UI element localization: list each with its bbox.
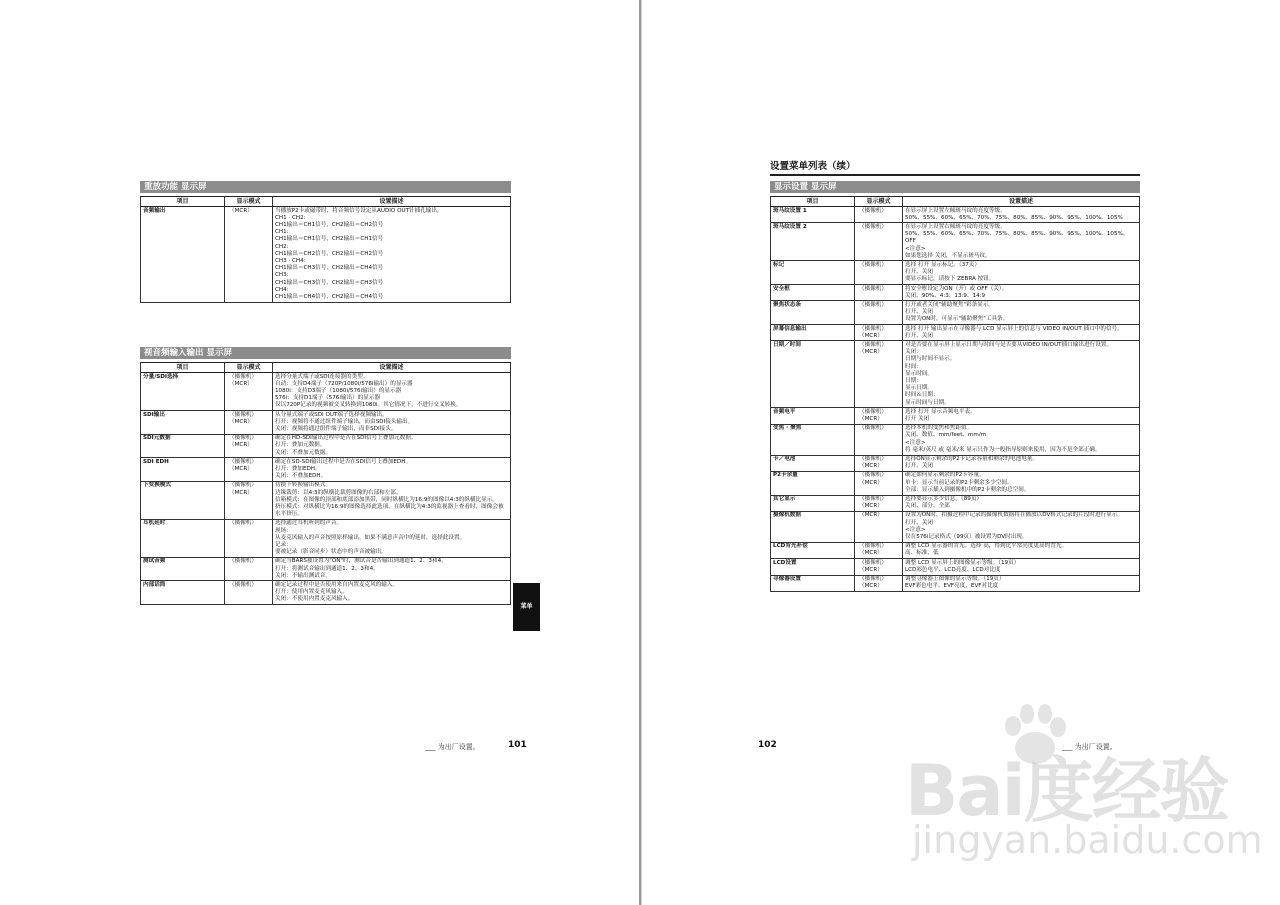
table-row [771,511,1140,542]
table-row [141,458,511,482]
menu-side-tab: 菜单 [513,583,540,631]
setting-description: 选择本机的变焦和焦距值。 关闭、数值、mm/feet、mm/m <注意> 将 毫米/英尺 或 毫米/米 显示只作为一般指导原则来使用，因为不是全部正确。 [903,424,1140,455]
setting-name: 斑马纹设置 2 [771,223,855,261]
setting-description: 选择通过耳机听到的声音。 现场： 从麦克风输入的声音按照原样输出。如果不满意声音中的延时，选择此设置。 记录： 要被记录（影音同步）状态中的声音被输出。 [273,519,511,557]
table-row [771,495,1140,511]
setting-name: SDI EDH [141,458,225,482]
table-row [141,373,511,411]
setting-name: 音频输出 [141,207,225,303]
setting-description: 调整 LCD 显示器的背光。选择 高，得到比平常亮度更高的背光。 高、标准、低 [903,542,1140,558]
setting-name: 测试音频 [141,557,225,581]
col-header-item: 项目 [141,197,225,207]
display-mode: （摄像机） （MCR） [225,481,273,519]
settings-table [140,196,511,303]
watermark-brand: Bai度经验 [905,750,1228,832]
display-mode: （摄像机） [855,301,903,325]
col-header-mode: 显示模式 [225,363,273,373]
col-header-item: 项目 [141,363,225,373]
table-row [771,223,1140,261]
setting-name: 耳机延时 [141,519,225,557]
setting-description: 选择分量式端子或SDI连接器的类型。 自动：支持D4端子（720P/1080i/576i输出）的显示器 1080i：支持D3端子（1080i/576i输出）的显示器 576i：支持D1端子（576i输出）的显示器 仅以720P记录的视频被交叉转换到1080i。其它情况下，不进行交叉转换。 [273,373,511,411]
setting-name: 斑马纹设置 1 [771,207,855,223]
display-mode: （摄像机） （MCR） [855,471,903,495]
setting-description: 选择 打开 输出显示在寻像器与 LCD 显示屏上的信息与 VIDEO IN/OUT 插口中的信号。 打开、关闭 [903,325,1140,341]
table-row [771,559,1140,575]
display-mode: （MCR） [855,511,903,542]
col-header-desc: 设置描述 [903,197,1140,207]
table-row [771,207,1140,223]
setting-name: SDI输出 [141,411,225,435]
setting-description: 确定当BARS被设置为"ON"时，测试音是否输出到通道1、2、3和4。 打开：将测试音输出到通道1、2、3和4。 关闭：不输出测试音。 [273,557,511,581]
setting-description: 在显示屏上设置左倾斑马纹的亮度等级。 50%、55%、60%、65%、70%、75%、80%、85%、90%、95%、100%、105% [903,207,1140,223]
setting-description: 确定记录过程中是否使用来自内置麦克风的输入。 打开：使用内置麦克风输入。 关闭：不使用内置麦克风输入。 [273,581,511,605]
setting-description: 当播放P2卡或磁带时，将音频信号设定从AUDIO OUT针插孔输出。 CH1 · CH2: CH1输出＝CH1信号，CH2输出＝CH2信号 CH1: CH1输出＝CH1信号，CH2输出＝CH1信号 CH2: CH1输出＝CH2信号，CH2输出＝CH2信号 CH3 · CH4: CH1输出＝CH3信号，CH2输出＝CH4信号 CH3: CH1输出＝CH3信号，CH2输出＝CH3信号 CH4: CH1输出＝CH4信号，CH2输出＝CH4信号 [273,207,511,303]
setting-description: 设置为ON时，拍摄过程中记录的摄像机数据将在播放以DV格式记录的片段时进行显示。 打开、关闭 <注意> 仅在576i记录格式（99页）被设置为DV时出现。 [903,511,1140,542]
setting-name: 聚焦状态条 [771,301,855,325]
playback-section [140,181,511,303]
setting-name: 下变换模式 [141,481,225,519]
table-row [771,575,1140,591]
watermark-url: jingyan.baidu.com [912,818,1263,862]
settings-table [770,196,1140,592]
setting-name: LCD背光补偿 [771,542,855,558]
table-row [141,207,511,303]
display-mode: （摄像机） （MCR） [855,542,903,558]
table-row [771,301,1140,325]
table-row [771,325,1140,341]
factory-setting-note: ___ 为出厂设置。 [1062,743,1117,751]
setting-name: P2卡余量 [771,471,855,495]
book-spine-shadow [641,0,642,905]
setting-description: 调整寻像器上图像的显示等级。（19页） EVF彩色电平、EVF亮度、EVF对比度 [903,575,1140,591]
setting-description: 选择要显示多少信息。（89页） 关闭、部分、全部 [903,495,1140,511]
display-mode: （摄像机） （MCR） [855,408,903,424]
setting-name: 卡／电池 [771,455,855,471]
setting-name: 屏幕信息输出 [771,325,855,341]
settings-table [140,362,511,605]
col-header-mode: 显示模式 [225,197,273,207]
factory-setting-note: ___ 为出厂设置。 [425,743,480,751]
col-header-desc: 设置描述 [273,197,511,207]
display-mode: （摄像机） （MCR） [225,458,273,482]
display-mode: （MCR） [225,207,273,303]
display-mode: （摄像机） （MCR） [855,455,903,471]
display-mode: （摄像机） （MCR） [225,411,273,435]
display-mode: （摄像机） （MCR） [855,325,903,341]
page-heading: 设置菜单列表（续） [770,161,856,172]
setting-name: LCD设置 [771,559,855,575]
display-mode: （摄像机） （MCR） [855,575,903,591]
display-mode: （摄像机） [225,519,273,557]
setting-name: 日期／时间 [771,341,855,408]
setting-name: SDI元数据 [141,434,225,458]
setting-name: 内部话筒 [141,581,225,605]
section-title: 视音频输入输出 显示屏 [140,347,511,359]
setting-name: 其它显示 [771,495,855,511]
page-number: 101 [508,740,527,750]
table-row [141,581,511,605]
table-row [141,557,511,581]
display-mode: （摄像机） [855,223,903,261]
setting-description: 确定如何显示剩余的P2卡容量。 单卡：显示当前记录的P2卡剩余多少空间。 全部：显示插入到摄像机中的P2卡剩余的总空间。 [903,471,1140,495]
setting-name: 标记 [771,261,855,285]
setting-description: 在显示屏上设置右倾斑马纹的亮度等级。 50%、55%、60%、65%、70%、75%、80%、85%、90%、95%、100%、105%、OFF <注意> 如果您选择 关闭，不显示斑马纹。 [903,223,1140,261]
display-mode: （摄像机） （MCR） [225,373,273,411]
display-mode: （摄像机） [855,207,903,223]
page-number: 102 [758,740,777,750]
table-row [771,471,1140,495]
col-header-desc: 设置描述 [273,363,511,373]
display-mode: （摄像机） [855,285,903,301]
setting-description: 选择ON显示剩余的P2卡记录容量和剩余的电池电量。 打开、关闭 [903,455,1140,471]
setting-name: 安全框 [771,285,855,301]
display-mode: （摄像机） （MCR） [855,559,903,575]
setting-name: 寻像器设置 [771,575,855,591]
display-mode: （摄像机） [855,424,903,455]
setting-name: 音频电平 [771,408,855,424]
display-mode: （摄像机） （MCR） [855,495,903,511]
setting-description: 选择 打开 显示音频电平表。 打开 关闭 [903,408,1140,424]
table-row [771,424,1140,455]
setting-description: 确定在HD-SDI输出过程中是否在SDI信号上叠加元数据。 打开：叠加元数据。 关闭：不叠加元数据。 [273,434,511,458]
table-row [141,481,511,519]
display-mode: （摄像机） [225,581,273,605]
display-mode: （摄像机） （MCR） [855,341,903,408]
setting-description: 确定在SD-SDI输出过程中是否在SDI信号上叠加EDH。 打开：叠加EDH。 关闭：不叠加EDH。 [273,458,511,482]
table-row [771,408,1140,424]
heading-rule [770,174,1140,176]
av-io-section [140,347,511,605]
display-mode: （摄像机） [855,261,903,285]
table-row [141,434,511,458]
setting-description: 从分量式端子或SDI OUT端子选择视频输出。 打开：视频将不通过组件端子输出，而由SDI接头输出。 关闭：视频将通过组件端子输出，而非SDI接头。 [273,411,511,435]
table-row [771,341,1140,408]
setting-name: 变焦 · 聚焦 [771,424,855,455]
setting-name: 分量/SDI选择 [141,373,225,411]
display-mode: （摄像机） [225,557,273,581]
display-section [770,181,1140,592]
setting-description: 打开或者关闭"辅助聚焦"彩条显示。 打开、关闭 设置为ON时，可显示"辅助聚焦"工具条。 [903,301,1140,325]
section-title: 重放功能 显示屏 [140,181,511,193]
setting-description: 调整 LCD 显示屏上的图像显示等级。（19页） LCD彩色电平、LCD亮度、LCD对比度 [903,559,1140,575]
table-row [141,519,511,557]
table-row [141,411,511,435]
setting-description: 将安全框设定为ON（开）或 OFF（关）。 关闭、90%、4:3、13:9、14:9 [903,285,1140,301]
display-mode: （摄像机） （MCR） [225,434,273,458]
table-row [771,542,1140,558]
setting-description: 选择 打开 显示标记。（37页） 打开、关闭 要显示标记，请按下 ZEBRA 按钮。 [903,261,1140,285]
section-title: 显示设置 显示屏 [770,181,1140,193]
setting-description: 对是否要在显示屏上显示日期与时间与是否要从VIDEO IN/OUT插口输出进行设置。 关闭： 日期与时间不显示。 时间： 显示时间。 日期： 显示日期。 时间＆日期： 显示时间与日期。 [903,341,1140,408]
setting-description: 切换下转换输出模式。 边缘裁剪：以4:3的纵横比裁剪图像的右部和左部。 信箱模式：在图像的顶部和底部添加黑带，同时纵横比为16:9的图像以4:3的纵横比显示。 挤压模式：对纵横比为16:9的图像选择此选项，在纵横比为4:3的监视器上查看时，图像会被水平挤压。 [273,481,511,519]
setting-name: 摄像机数据 [771,511,855,542]
col-header-item: 项目 [771,197,855,207]
table-row [771,285,1140,301]
table-row [771,261,1140,285]
table-row [771,455,1140,471]
col-header-mode: 显示模式 [855,197,903,207]
